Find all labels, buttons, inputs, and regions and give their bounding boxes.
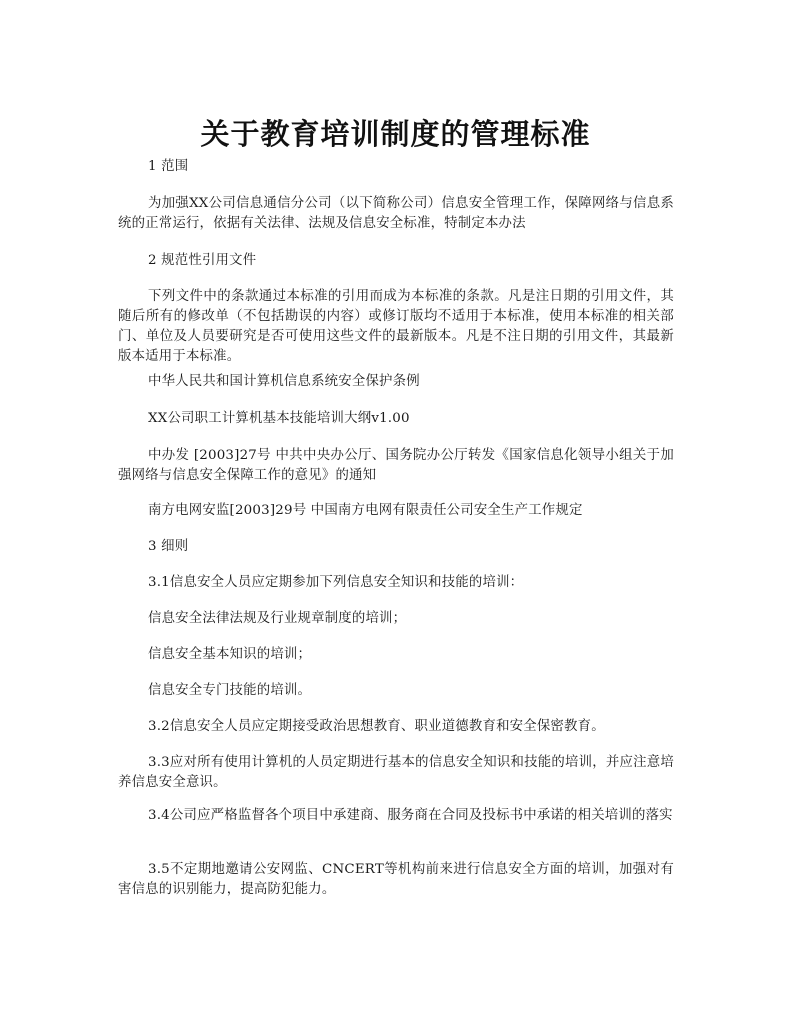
section-heading-details: 3 细则 — [148, 539, 189, 554]
list-item: 信息安全专门技能的培训。 — [148, 683, 312, 698]
reference-item: XX公司职工计算机基本技能培训大纲v1.00 — [148, 411, 410, 426]
list-item: 信息安全基本知识的培训； — [148, 647, 312, 662]
section-heading-scope: 1 范围 — [148, 159, 189, 174]
reference-item: 南方电网安监[2003]29号 中国南方电网有限责任公司安全生产工作规定 — [148, 503, 583, 518]
document-title: 关于教育培训制度的管理标准 — [200, 117, 591, 151]
paragraph-3-3: 3.3应对所有使用计算机的人员定期进行基本的信息安全知识和技能的培训，并应注意培养信息安全意识。 — [118, 755, 674, 790]
paragraph-3-4: 3.4公司应严格监督各个项目中承建商、服务商在合同及投标书中承诺的相关培训的落实 — [148, 808, 673, 823]
list-item: 信息安全法律法规及行业规章制度的培训； — [148, 611, 407, 626]
paragraph-references-intro: 下列文件中的条款通过本标准的引用而成为本标准的条款。凡是注日期的引用文件，其随后所有的修改单（不包括勘误的内容）或修订版均不适用于本标准，使用本标准的相关部门、单位及人员要研究是否可使用这些文件的最新版本。凡是不注日期的引用文件，其最新版本适用于本标准。 — [118, 289, 674, 364]
paragraph-3-2: 3.2信息安全人员应定期接受政治思想教育、职业道德教育和安全保密教育。 — [148, 719, 605, 734]
paragraph-purpose: 为加强XX公司信息通信分公司（以下简称公司）信息安全管理工作，保障网络与信息系统的正常运行，依据有关法律、法规及信息安全标准，特制定本办法 — [118, 196, 674, 231]
section-heading-references: 2 规范性引用文件 — [148, 253, 257, 268]
paragraph-3-1: 3.1信息安全人员应定期参加下列信息安全知识和技能的培训： — [148, 575, 524, 590]
paragraph-3-5: 3.5不定期地邀请公安网监、CNCERT等机构前来进行信息安全方面的培训，加强对有害信息的识别能力，提高防犯能力。 — [118, 862, 674, 897]
reference-item: 中华人民共和国计算机信息系统安全保护条例 — [148, 374, 420, 389]
reference-item: 中办发 [2003]27号 中共中央办公厅、国务院办公厅转发《国家信息化领导小组关于加强网络与信息安全保障工作的意见》的通知 — [118, 448, 674, 483]
